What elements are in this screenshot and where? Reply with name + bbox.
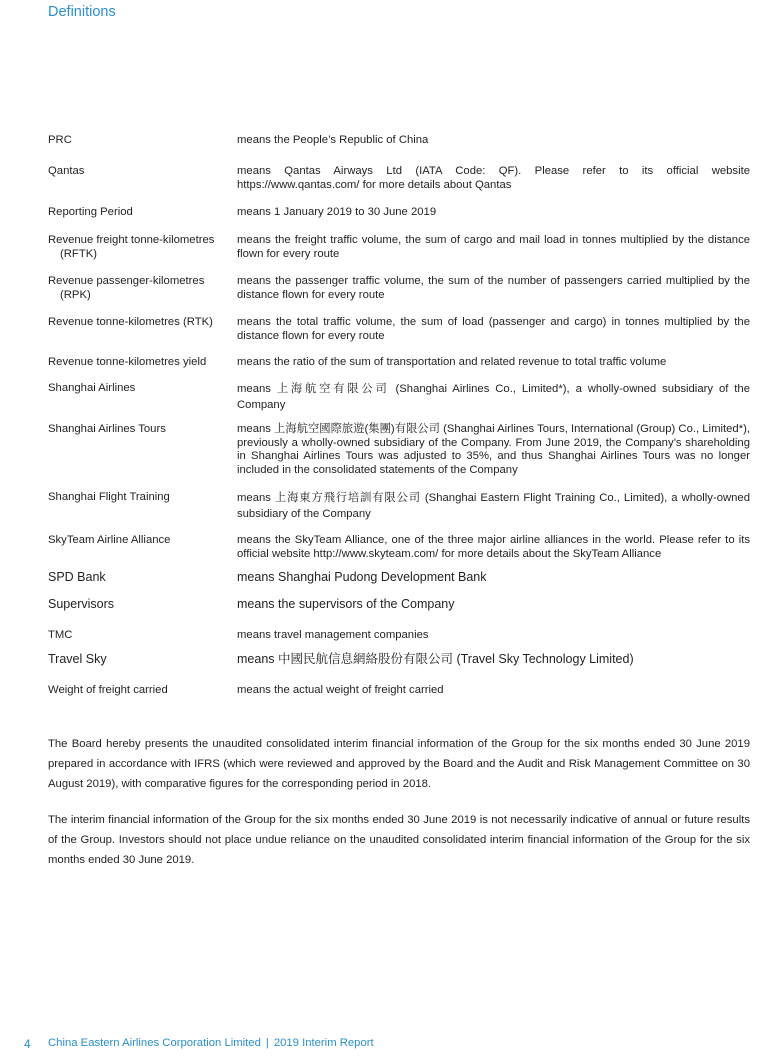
term-rtk: Revenue tonne-kilometres (RTK) — [48, 316, 213, 328]
term-rftk-line1: Revenue freight tonne-kilometres — [48, 234, 215, 246]
definition-shanghai-flight-training: means 上海東方飛行培訓有限公司 (Shanghai Eastern Flight Training Co., Limited), a wholly-owned subsidiary of the Company — [237, 492, 750, 520]
definition-rtk-yield: means the ratio of the sum of transportation and related revenue to total traffic volume — [237, 356, 667, 368]
term-rftk-line2: (RFTK) — [60, 247, 98, 260]
term-shanghai-airlines-tours: Shanghai Airlines Tours — [48, 423, 166, 435]
definition-travel-sky: means 中國民航信息網絡股份有限公司 (Travel Sky Technology Limited) — [237, 652, 634, 666]
footer-separator: | — [265, 1037, 269, 1049]
footer-text — [48, 1037, 374, 1049]
definition-weight-of-freight: means the actual weight of freight carried — [237, 684, 444, 696]
definition-shanghai-airlines-tours: means 上海航空國際旅遊(集團)有限公司 (Shanghai Airlines Tours, International (Group) Co., Limited*), previously a wholly-owned subsidiary of the Company. From June 2019, the Company’s shareholding in Shanghai Airlines Tours was adjusted to 35%, and thus Shanghai Airlines Tours was no longer included in the consolidated statements of the Company — [237, 423, 750, 476]
term-tmc: TMC — [48, 629, 73, 641]
definition-supervisors: means the supervisors of the Company — [237, 597, 455, 611]
definition-rtk: means the total traffic volume, the sum of load (passenger and cargo) in tonnes multiplied by the distance flown for every route — [237, 316, 750, 342]
term-rpk — [48, 275, 228, 302]
definition-rpk: means the passenger traffic volume, the sum of the number of passengers carried multiplied by the distance flown for every route — [237, 275, 750, 301]
term-prc: PRC — [48, 134, 72, 146]
footer-report: 2019 Interim Report — [273, 1037, 374, 1049]
term-spd-bank: SPD Bank — [48, 570, 106, 584]
definition-skyteam: means the SkyTeam Alliance, one of the three major airline alliances in the world. Please refer to its official website http://www.skyteam.com/ for more details about the SkyTeam Alliance — [237, 534, 750, 560]
definition-spd-bank: means Shanghai Pudong Development Bank — [237, 570, 487, 584]
term-travel-sky: Travel Sky — [48, 652, 107, 666]
term-supervisors: Supervisors — [48, 597, 114, 611]
definition-shanghai-airlines: means 上海航空有限公司 (Shanghai Airlines Co., Limited*), a wholly-owned subsidiary of the Company — [237, 383, 750, 411]
definition-qantas: means Qantas Airways Ltd (IATA Code: QF). Please refer to its official website https://www.qantas.com/ for more details about Qantas — [237, 165, 750, 191]
term-rftk — [48, 234, 228, 261]
term-shanghai-flight-training: Shanghai Flight Training — [48, 491, 170, 503]
term-qantas: Qantas — [48, 165, 85, 177]
term-weight-of-freight: Weight of freight carried — [48, 684, 168, 696]
term-rpk-line1: Revenue passenger-kilometres — [48, 275, 205, 287]
term-rpk-line2: (RPK) — [60, 288, 91, 301]
definition-prc: means the People’s Republic of China — [237, 134, 429, 146]
body-paragraph-1: The Board hereby presents the unaudited consolidated interim financial information of the Group for the six months ended 30 June 2019 prepared in accordance with IFRS (which were reviewed and approved by the Board and the Audit and Risk Management Committee on 30 August 2019), with comparative figures for the corresponding period in 2018. — [48, 738, 750, 790]
definition-rftk: means the freight traffic volume, the sum of cargo and mail load in tonnes multiplied by the distance flown for every route — [237, 234, 750, 260]
term-skyteam: SkyTeam Airline Alliance — [48, 534, 171, 546]
term-reporting-period: Reporting Period — [48, 206, 133, 218]
definition-tmc: means travel management companies — [237, 629, 429, 641]
page-number: 4 — [24, 1037, 31, 1051]
term-rtk-yield: Revenue tonne-kilometres yield — [48, 356, 207, 368]
footer-company: China Eastern Airlines Corporation Limited — [48, 1037, 261, 1049]
definition-reporting-period: means 1 January 2019 to 30 June 2019 — [237, 206, 437, 218]
body-paragraph-2: The interim financial information of the Group for the six months ended 30 June 2019 is not necessarily indicative of annual or future results of the Group. Investors should not place undue reliance on the unaudited consolidated interim financial information of the Group for the six months ended 30 June 2019. — [48, 814, 750, 866]
page-title: Definitions — [48, 4, 116, 20]
term-shanghai-airlines: Shanghai Airlines — [48, 382, 136, 394]
